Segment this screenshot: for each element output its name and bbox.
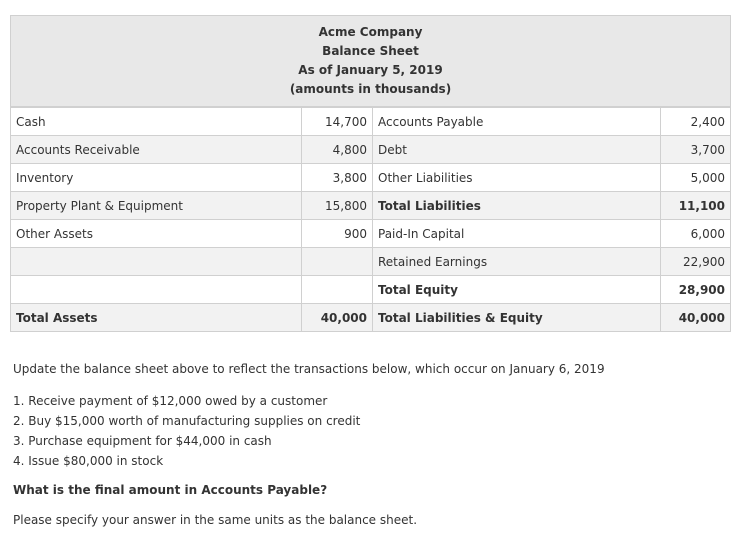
asset-value: 4,800: [302, 136, 373, 164]
total-liabilities-equity-value: 40,000: [661, 304, 731, 332]
total-assets-label: Total Assets: [11, 304, 302, 332]
table-row: [11, 108, 731, 136]
balance-sheet-header: [10, 15, 731, 107]
liability-label: Paid-In Capital: [373, 220, 661, 248]
table-row: [11, 192, 731, 220]
table-row: [11, 248, 731, 276]
total-liabilities-value: 11,100: [661, 192, 731, 220]
liability-label: Retained Earnings: [373, 248, 661, 276]
list-item: 1. Receive payment of $12,000 owed by a customer: [13, 394, 328, 408]
liability-label: Accounts Payable: [373, 108, 661, 136]
table-row: [11, 136, 731, 164]
asset-value: 15,800: [302, 192, 373, 220]
asset-label: Property Plant & Equipment: [11, 192, 302, 220]
liability-label: Other Liabilities: [373, 164, 661, 192]
table-row: [11, 164, 731, 192]
total-equity-value: 28,900: [661, 276, 731, 304]
balance-sheet: [10, 15, 731, 332]
total-liabilities-label: Total Liabilities: [373, 192, 661, 220]
list-item: 3. Purchase equipment for $44,000 in cash: [13, 434, 272, 448]
transaction-list: [13, 391, 360, 471]
asset-label: Other Assets: [11, 220, 302, 248]
question-prompt: What is the final amount in Accounts Payable?: [13, 483, 328, 497]
table-row: [11, 276, 731, 304]
liability-value: 5,000: [661, 164, 731, 192]
total-assets-value: 40,000: [302, 304, 373, 332]
list-item: 2. Buy $15,000 worth of manufacturing supplies on credit: [13, 414, 361, 428]
asset-label: [11, 248, 302, 276]
sheet-title: Balance Sheet: [322, 44, 419, 58]
asset-label: Accounts Receivable: [11, 136, 302, 164]
balance-sheet-table: [10, 107, 731, 332]
liability-value: 3,700: [661, 136, 731, 164]
total-liabilities-equity-label: Total Liabilities & Equity: [373, 304, 661, 332]
question-instruction: Please specify your answer in the same units as the balance sheet.: [13, 513, 418, 527]
liability-value: 22,900: [661, 248, 731, 276]
sheet-date: As of January 5, 2019: [298, 63, 443, 77]
table-row: [11, 304, 731, 332]
asset-label: [11, 276, 302, 304]
sheet-units: (amounts in thousands): [289, 82, 452, 96]
asset-label: Inventory: [11, 164, 302, 192]
question-intro: Update the balance sheet above to reflect the transactions below, which occur on January 6, 2019: [13, 362, 605, 376]
liability-value: 6,000: [661, 220, 731, 248]
asset-value: 14,700: [302, 108, 373, 136]
asset-value: [302, 248, 373, 276]
asset-value: 3,800: [302, 164, 373, 192]
asset-value: [302, 276, 373, 304]
asset-label: Cash: [11, 108, 302, 136]
asset-value: 900: [302, 220, 373, 248]
liability-label: Debt: [373, 136, 661, 164]
liability-value: 2,400: [661, 108, 731, 136]
total-equity-label: Total Equity: [373, 276, 661, 304]
table-row: [11, 220, 731, 248]
list-item: 4. Issue $80,000 in stock: [13, 454, 164, 468]
company-name: Acme Company: [318, 25, 423, 39]
